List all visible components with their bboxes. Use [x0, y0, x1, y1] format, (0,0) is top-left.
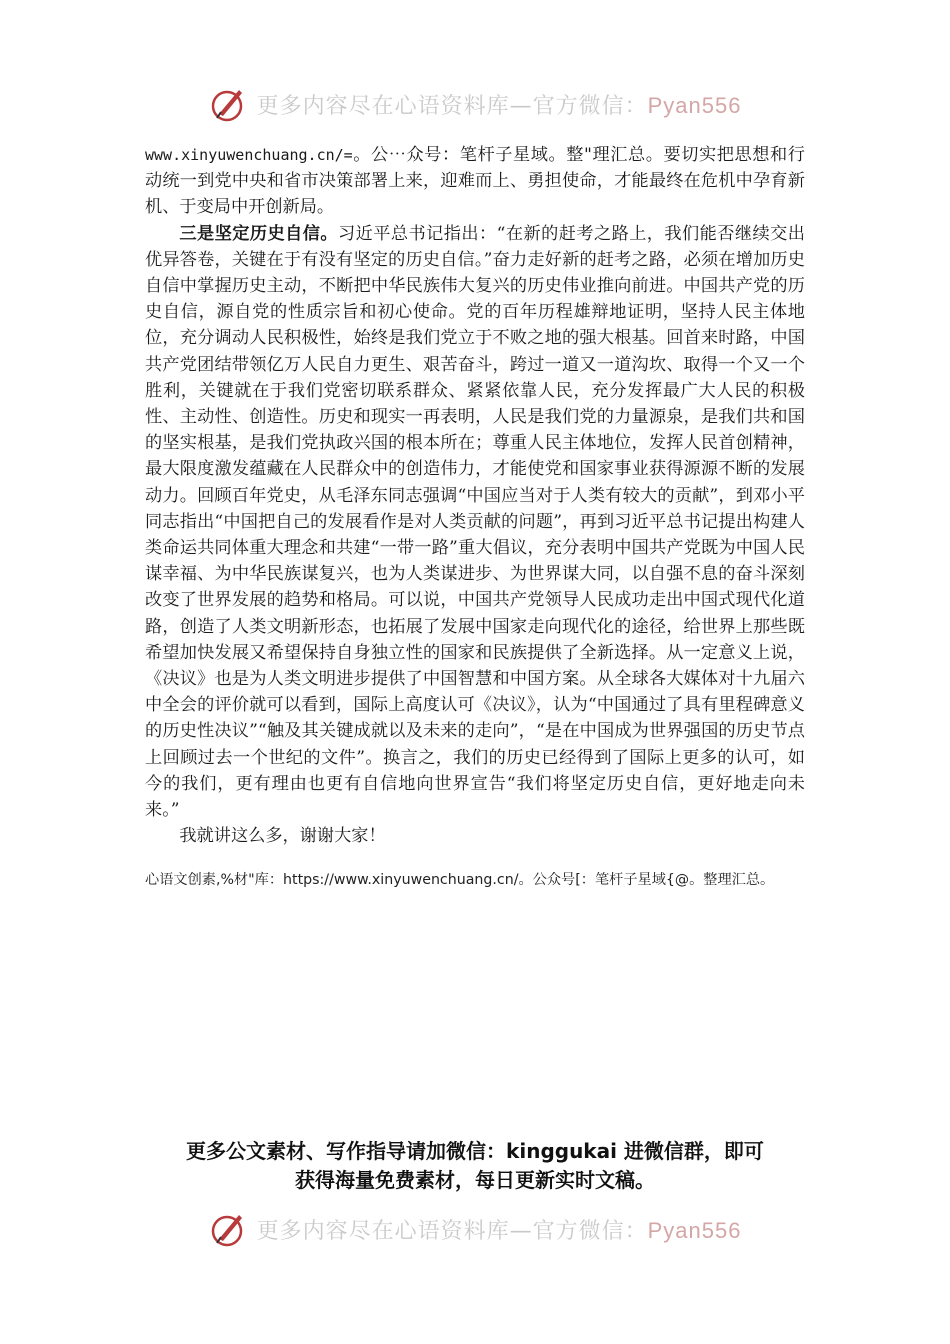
quill-logo-icon — [209, 84, 249, 124]
quill-logo-icon — [209, 1209, 249, 1249]
paragraph-2-text: 习近平总书记指出：“在新的赶考之路上，我们能否继续交出优异答卷，关键在于有没有坚定的历史自信。”奋力走好新的赶考之路，必须在增加历史自信中掌握历史主动，不断把中华民族伟大复兴的历史伟业推向前进。中国共产党的历史自信，源自党的性质宗旨和初心使命。党的百年历程雄辩地证明，坚持人民主体地位，充分调动人民积极性，始终是我们党立于不败之地的强大根基。回首来时路，中国共产党团结带领亿万人民自力更生、艰苦奋斗，跨过一道又一道沟坎、取得一个又一个胜利，关键就在于我们党密切联系群众、紧紧依靠人民，充分发挥最广大人民的积极性、主动性、创造性。历史和现实一再表明，人民是我们党的力量源泉，是我们共和国的坚实根基，是我们党执政兴国的根本所在；尊重人民主体地位，发挥人民首创精神，最大限度激发蕴藏在人民群众中的创造伟力，才能使党和国家事业获得源源不断的发展动力。回顾百年党史，从毛泽东同志强调“中国应当对于人类有较大的贡献”，到邓小平同志指出“中国把自己的发展看作是对人类贡献的问题”，再到习近平总书记提出构建人类命运共同体重大理念和共建“一带一路”重大倡议，充分表明中国共产党既为中国人民谋幸福、为中华民族谋复兴，也为人类谋进步、为世界谋大同，以自强不息的奋斗深刻改变了世界发展的趋势和格局。可以说，中国共产党领导人民成功走出中国式现代化道路，创造了人类文明新形态，也拓展了发展中国家走向现代化的途径，给世界上那些既希望加快发展又希望保持自身独立性的国家和民族提供了全新选择。从一定意义上说，《决议》也是为人类文明进步提供了中国智慧和中国方案。从全球各大媒体对十九届六中全会的评价就可以看到，国际上高度认可《决议》，认为“中国通过了具有里程碑意义的历史性决议”“触及其关键成就以及未来的走向”，“是在中国成为世界强国的历史节点上回顾过去一个世纪的文件”。换言之，我们的历史已经得到了国际上更多的认可，如今的我们，更有理由也更有自信地向世界宣告“我们将坚定历史自信，更好地走向未来。” — [145, 223, 805, 821]
document-body — [145, 142, 805, 849]
header-banner — [0, 82, 950, 126]
promo-block — [140, 1137, 810, 1195]
footer-banner — [0, 1207, 950, 1251]
paragraph-3: 我就讲这么多，谢谢大家！ — [179, 826, 386, 847]
banner-text: 更多内容尽在心语资料库—官方微信： — [256, 1218, 648, 1244]
promo-line-2: 获得海量免费素材，每日更新实时文稿。 — [295, 1168, 655, 1192]
source-footnote: 心语文创素,%材"库：https://www.xinyuwenchuang.cn/。公众号[：笔杆子星域{@。整理汇总。 — [145, 872, 775, 888]
source-url: www.xinyuwenchuang.cn/= — [145, 146, 353, 164]
banner-wechat-id: Pyan556 — [647, 1217, 742, 1243]
paragraph-1 — [145, 142, 805, 221]
paragraph-1-text: 。公⋯众号：笔杆子星域。整"理汇总。要切实把思想和行动统一到党中央和省市决策部署上来，迎难而上、勇担使命，才能最终在危机中孕育新机、于变局中开创新局。 — [145, 145, 805, 218]
paragraph-2 — [145, 221, 805, 824]
banner-text: 更多内容尽在心语资料库—官方微信： — [256, 93, 648, 119]
banner-wechat-id: Pyan556 — [647, 92, 742, 118]
promo-line-1: 更多公文素材、写作指导请加微信：kinggukai 进微信群，即可 — [186, 1139, 764, 1163]
paragraph-2-heading: 三是坚定历史自信。 — [179, 223, 338, 244]
